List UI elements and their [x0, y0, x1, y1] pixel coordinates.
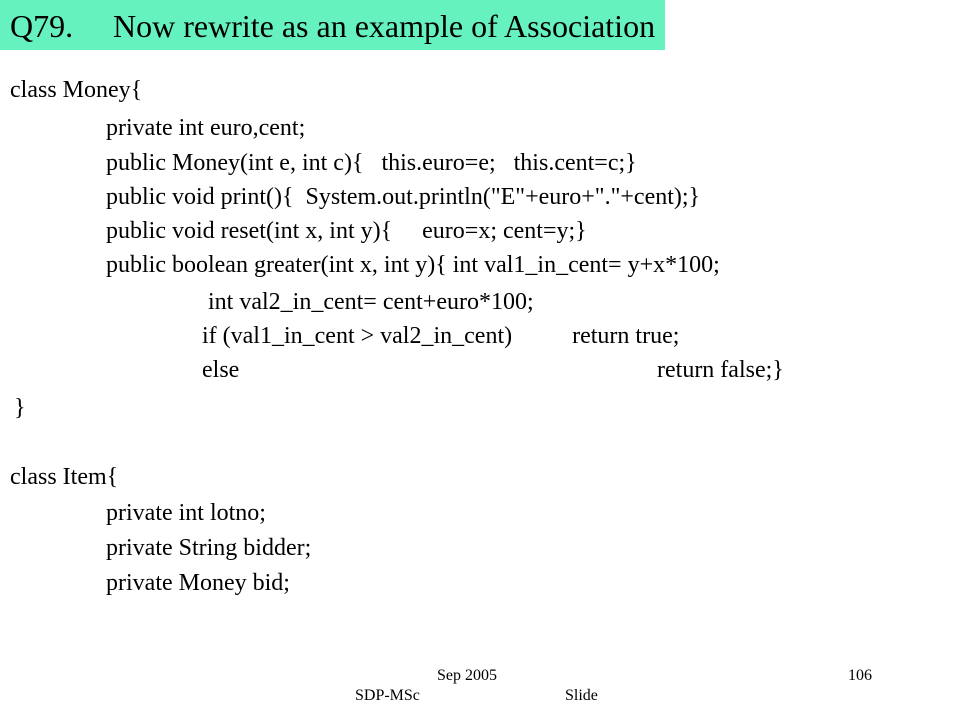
code-line: private int lotno;: [106, 500, 266, 526]
code-line: }: [14, 395, 26, 421]
code-line: else: [202, 357, 240, 383]
code-line: int val2_in_cent= cent+euro*100;: [208, 289, 534, 315]
code-line: class Item{: [10, 464, 119, 490]
slide-title: Now rewrite as an example of Association: [113, 8, 656, 44]
code-line: public boolean greater(int x, int y){ int val1_in_cent= y+x*100;: [106, 252, 720, 278]
footer-date: Sep 2005: [437, 667, 497, 684]
code-line: private String bidder;: [106, 535, 312, 561]
title-bar: [0, 0, 665, 50]
question-number: Q79.: [10, 8, 74, 44]
code-line: private Money bid;: [106, 570, 290, 596]
footer-page-number: 106: [848, 667, 872, 684]
code-line: public void reset(int x, int y){ euro=x; cent=y;}: [106, 218, 587, 244]
code-line: public Money(int e, int c){ this.euro=e; this.cent=c;}: [106, 150, 637, 176]
code-line: public void print(){ System.out.println("E"+euro+"."+cent);}: [106, 184, 701, 210]
footer-course: SDP-MSc: [355, 687, 420, 704]
footer-slide-label: Slide: [565, 687, 598, 704]
code-line: class Money{: [10, 77, 143, 103]
code-line: if (val1_in_cent > val2_in_cent) return true;: [202, 323, 680, 349]
code-line: return false;}: [657, 357, 784, 383]
code-line: private int euro,cent;: [106, 115, 306, 141]
